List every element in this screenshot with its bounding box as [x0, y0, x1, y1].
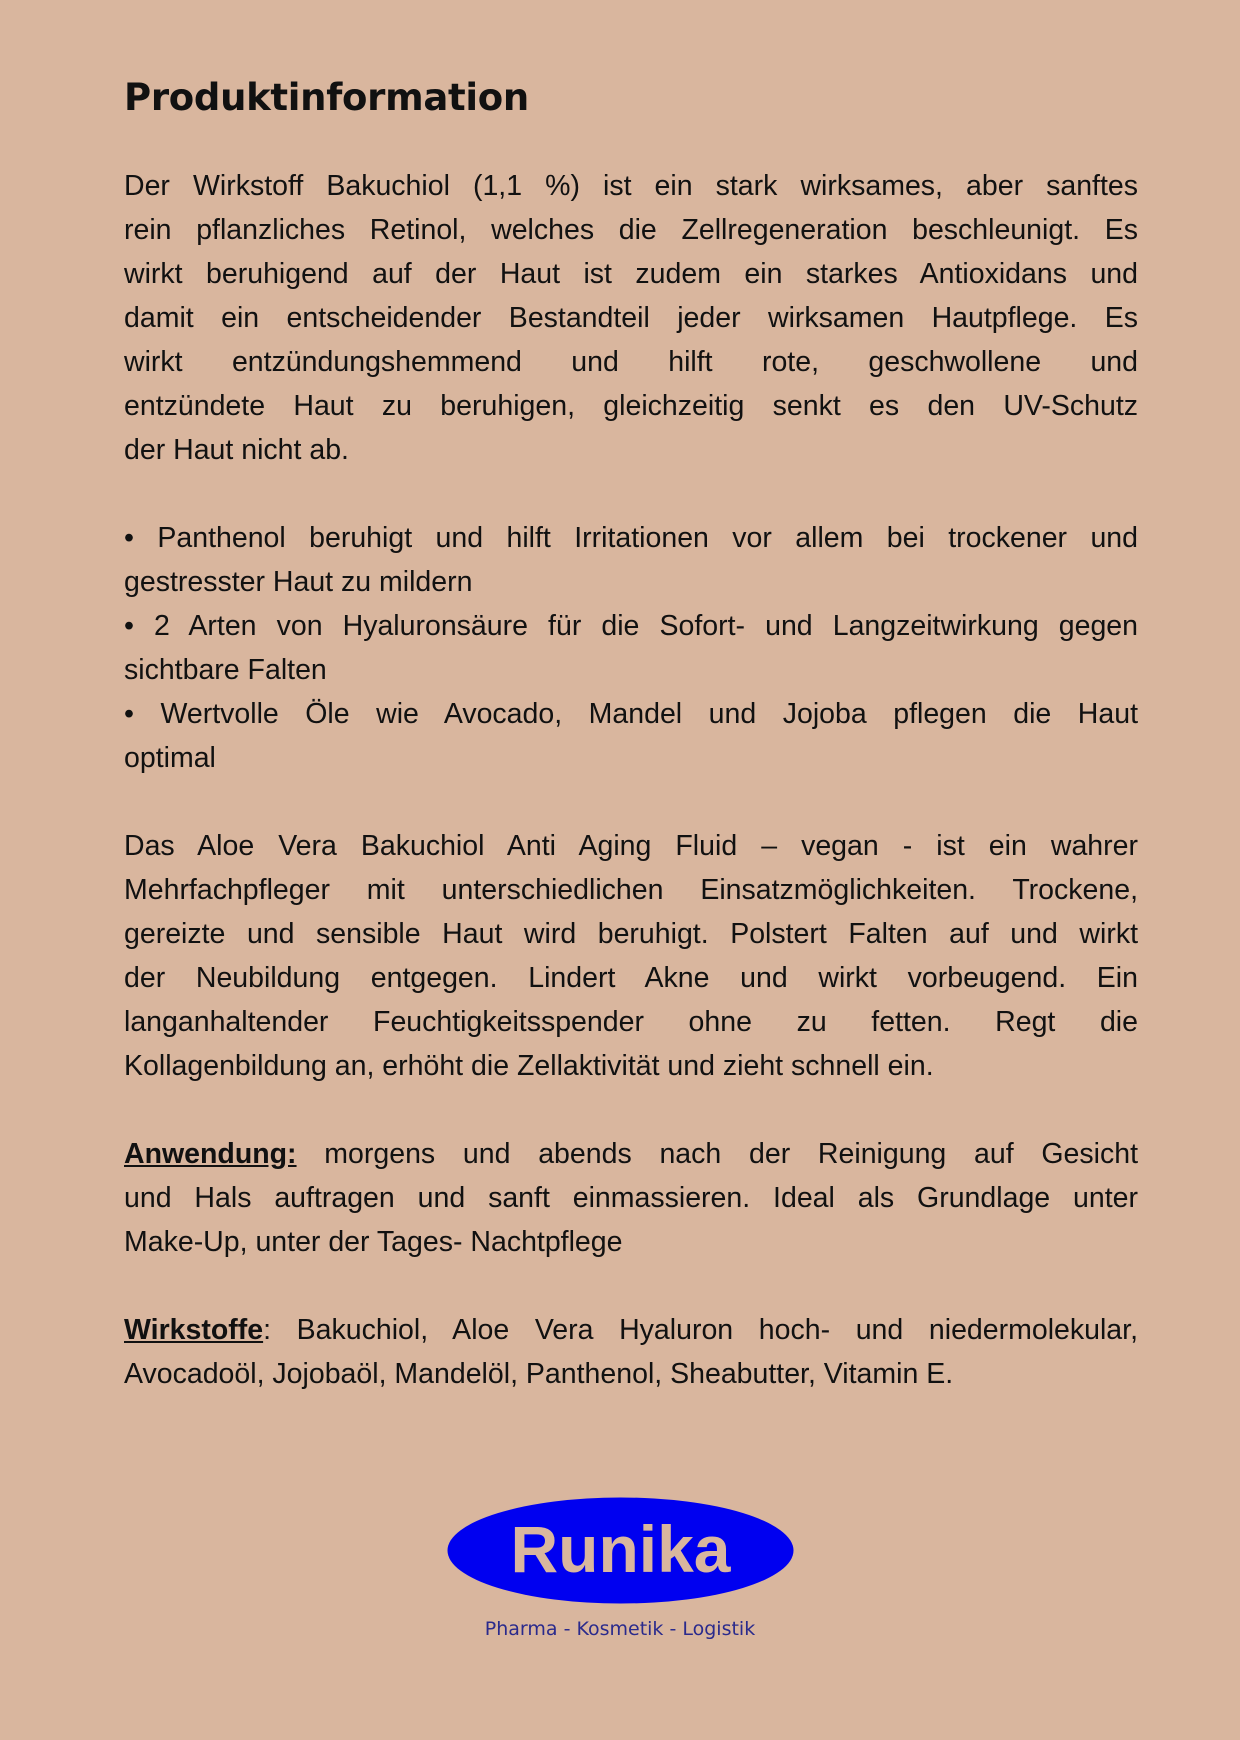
bullet-item: • Wertvolle Öle wie Avocado, Mandel und Jojoba pflegen die Haut	[124, 698, 1138, 730]
text-line: der Neubildung entgegen. Lindert Akne und wirkt vorbeugend. Ein	[124, 962, 1138, 994]
paragraph-fluid	[124, 824, 1138, 1088]
ingredients-label: Wirkstoffe	[124, 1314, 264, 1346]
logo-tagline: Pharma - Kosmetik - Logistik	[484, 1618, 756, 1640]
text-line: langanhaltender Feuchtigkeitsspender ohne zu fetten. Regt die	[124, 1006, 1138, 1038]
bullet-list	[124, 516, 1138, 780]
ingredients-section	[124, 1308, 1138, 1396]
bullet-item: • Panthenol beruhigt und hilft Irritationen vor allem bei trockener und	[124, 522, 1138, 554]
usage-label: Anwendung:	[124, 1138, 297, 1170]
usage-text: morgens und abends nach der Reinigung auf Gesicht	[296, 1138, 1138, 1170]
product-text	[124, 164, 1138, 1396]
text-line: wirkt beruhigend auf der Haut ist zudem ein starkes Antioxidans und	[124, 258, 1138, 290]
text-line: und Hals auftragen und sanft einmassieren. Ideal als Grundlage unter	[124, 1182, 1138, 1214]
bullet-item: • 2 Arten von Hyaluronsäure für die Sofort- und Langzeitwirkung gegen	[124, 610, 1138, 642]
logo-text: Runika	[510, 1512, 731, 1586]
bullet-item: optimal	[124, 742, 216, 774]
bullet-item: sichtbare Falten	[124, 654, 327, 686]
text-line: Das Aloe Vera Bakuchiol Anti Aging Fluid – vegan - ist ein wahrer	[124, 830, 1138, 862]
bullet-item: gestresster Haut zu mildern	[124, 566, 473, 598]
text-line: rein pflanzliches Retinol, welches die Zellregeneration beschleunigt. Es	[124, 214, 1138, 246]
text-line: Make-Up, unter der Tages- Nachtpflege	[124, 1226, 623, 1258]
text-line	[124, 1308, 1138, 1352]
text-line: entzündete Haut zu beruhigen, gleichzeitig senkt es den UV-Schutz	[124, 390, 1138, 422]
paragraph-bakuchiol	[124, 164, 1138, 472]
text-line: Der Wirkstoff Bakuchiol (1,1 %) ist ein stark wirksames, aber sanftes	[124, 170, 1138, 202]
text-line: gereizte und sensible Haut wird beruhigt. Polstert Falten auf und wirkt	[124, 918, 1138, 950]
usage-section	[124, 1132, 1138, 1264]
text-line: damit ein entscheidender Bestandteil jeder wirksamen Hautpflege. Es	[124, 302, 1138, 334]
text-line: Mehrfachpfleger mit unterschiedlichen Einsatzmöglichkeiten. Trockene,	[124, 874, 1138, 906]
text-line: Avocadoöl, Jojobaöl, Mandelöl, Panthenol, Sheabutter, Vitamin E.	[124, 1358, 954, 1390]
text-line: Kollagenbildung an, erhöht die Zellaktivität und zieht schnell ein.	[124, 1050, 934, 1082]
page-title: Produktinformation	[124, 76, 529, 119]
text-line: wirkt entzündungshemmend und hilft rote, geschwollene und	[124, 346, 1138, 378]
text-line	[124, 1132, 1138, 1176]
ingredients-text: : Bakuchiol, Aloe Vera Hyaluron hoch- und niedermolekular,	[263, 1314, 1138, 1346]
text-line: der Haut nicht ab.	[124, 434, 349, 466]
runika-logo	[446, 1496, 795, 1605]
